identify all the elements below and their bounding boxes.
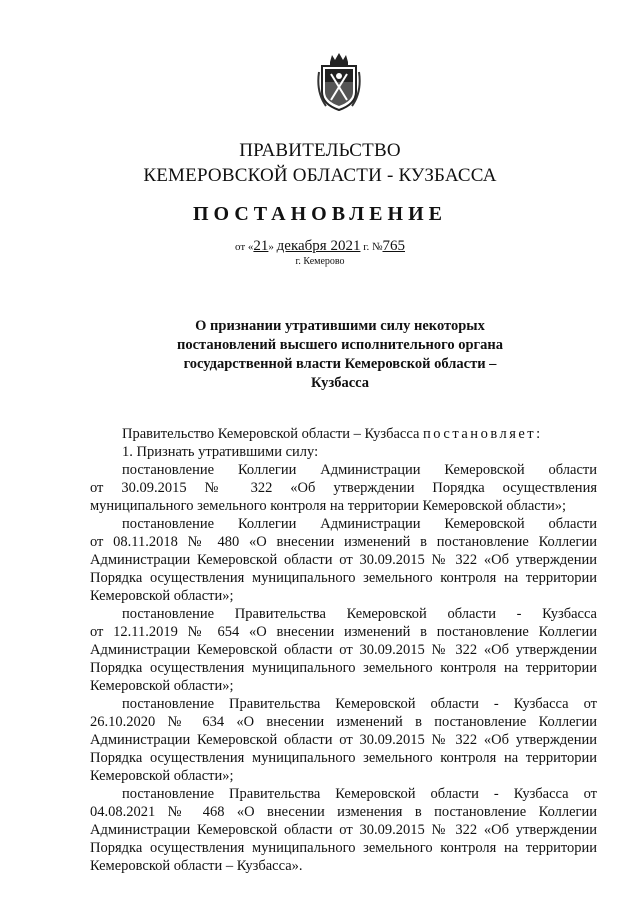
paragraph-1-line3: муниципального земельного контроля на территории Кемеровской области»; — [90, 498, 567, 514]
date-day: 21 — [253, 238, 269, 254]
date-prefix: от « — [235, 241, 254, 253]
paragraph-2-line1: постановление Коллегии Администрации Кемеровской области — [122, 516, 597, 532]
intro-text: Правительство Кемеровской области – Кузбасса — [122, 426, 420, 442]
date-month-year: декабря 2021 — [276, 238, 361, 254]
date-suffix: г. — [363, 241, 370, 253]
paragraph-4: постановление Правительства Кемеровской области - Кузбасса от 26.10.2020 № 634 «О внесении изменений в постановление Коллегии Администрации Кемеровской области от 30.09.2015 № 322 «Об утверждении Порядка осуществления муниципального земельного контроля на территории Кемеровской области»; — [90, 696, 597, 784]
subject-line: Кузбасса — [310, 375, 370, 391]
subject-line: постановлений высшего исполнительного органа — [177, 337, 503, 353]
government-name-line1: ПРАВИТЕЛЬСТВО — [239, 140, 401, 161]
document-type-title: ПОСТАНОВЛЕНИЕ — [193, 203, 447, 225]
document-subject — [140, 317, 540, 393]
paragraph-5: постановление Правительства Кемеровской области - Кузбасса от 04.08.2021 № 468 «О внесении изменения в постановление Коллегии Администрации Кемеровской области от 30.09.2015 № 322 «Об утверждении Порядка осуществления муниципального земельного контроля на территории Кемеровской области – Кузбасса». — [90, 786, 597, 874]
city-label: г. Кемерово — [295, 256, 345, 267]
paragraph-3-rest: от 12.11.2019 № 654 «О внесении изменений в постановление Коллегии Администрации Кемеровской области от 30.09.2015 № 322 «Об утверждении Порядка осуществления муниципального земельного контроля на территории Кемеровской области»; — [90, 624, 597, 694]
subject-line: О признании утратившими силу некоторых — [195, 318, 485, 334]
date-mid: » — [268, 241, 274, 253]
document-body — [90, 425, 597, 875]
document-number: 765 — [382, 238, 405, 254]
coat-of-arms-icon — [316, 52, 362, 112]
subject-line: государственной власти Кемеровской области – — [183, 356, 497, 372]
intro-paragraph — [90, 425, 597, 443]
date-and-number-line — [0, 238, 640, 255]
item-1: 1. Признать утратившими силу: — [122, 444, 319, 460]
paragraph-1-line2: от 30.09.2015 № 322 «Об утверждении Порядка осуществления — [90, 480, 597, 496]
paragraph-3-line1: постановление Правительства Кемеровской области - Кузбасса — [122, 606, 597, 622]
number-prefix: № — [372, 241, 383, 253]
paragraph-2-rest: от 08.11.2018 № 480 «О внесении изменений в постановление Коллегии Администрации Кемеровской области от 30.09.2015 № 322 «Об утверждении Порядка осуществления муниципального земельного контроля на территории Кемеровской области»; — [90, 534, 597, 604]
paragraph-1-line1: постановление Коллегии Администрации Кемеровской области — [122, 462, 597, 478]
intro-verb: постановляет: — [423, 426, 543, 442]
government-name-line2: КЕМЕРОВСКОЙ ОБЛАСТИ - КУЗБАССА — [143, 165, 497, 186]
